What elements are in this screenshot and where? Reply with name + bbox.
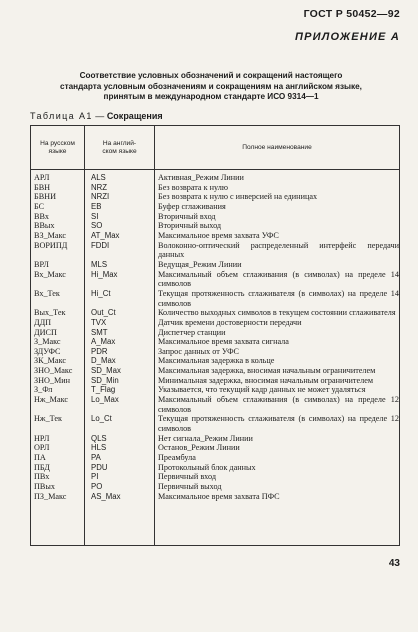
abbr-english: AS_Max xyxy=(91,491,121,501)
header-full-name: Полное наименование xyxy=(242,143,312,151)
table-row xyxy=(31,260,399,270)
abbr-english: QLS xyxy=(91,433,107,443)
table-row xyxy=(31,443,399,453)
full-name: Вторичный вход xyxy=(158,211,216,221)
abbr-english: MLS xyxy=(91,259,108,269)
abbr-russian: З_Фл xyxy=(34,385,53,395)
table-row xyxy=(31,183,399,193)
table-row xyxy=(31,356,399,366)
table-row xyxy=(31,221,399,231)
abbr-english: PO xyxy=(91,482,103,491)
table-row xyxy=(31,308,399,318)
abbr-english: T_Flag xyxy=(91,385,116,395)
abbr-english: Lo_Ct xyxy=(91,414,112,424)
heading-line-1: Соответствие условных обозначений и сокращений настоящего xyxy=(79,71,343,80)
abbr-russian: ПВх xyxy=(34,472,50,482)
table-row xyxy=(31,366,399,376)
abbr-russian: БВНИ xyxy=(34,192,56,202)
full-name: Максимальный объем сглаживания (в символах) на пределе 12 символов xyxy=(158,395,399,414)
abbr-english: ALS xyxy=(91,173,106,182)
full-name: Ведущая_Режим Линии xyxy=(158,259,242,269)
abbr-russian: ПВых xyxy=(34,482,55,491)
full-name: Минимальная задержка, вносимая начальным ограничителем xyxy=(158,375,374,385)
full-name: Максимальный объем сглаживания (в символах) на пределе 14 символов xyxy=(158,269,399,289)
table-row xyxy=(31,482,399,492)
table-row xyxy=(31,173,399,183)
abbr-english: SMT xyxy=(91,327,108,337)
table-header xyxy=(31,126,399,170)
full-name: Волоконно-оптический распределенный интерфейс передачи данных xyxy=(158,240,399,260)
full-name: Преамбула xyxy=(158,453,196,463)
abbr-english: Out_Ct xyxy=(91,308,116,318)
header-english: На англий- ском языке xyxy=(102,139,137,155)
full-name: Текущая протяженность сглаживателя (в символах) на пределе 14 символов xyxy=(158,288,399,308)
table-row xyxy=(31,414,399,433)
table-row xyxy=(31,202,399,212)
table-body xyxy=(31,173,399,501)
table-row xyxy=(31,192,399,202)
full-name: Активная_Режим Линии xyxy=(158,173,244,182)
abbr-russian: Вх_Тек xyxy=(34,288,60,298)
abbr-english: Hi_Max xyxy=(91,269,118,279)
abbr-english: NRZ xyxy=(91,182,108,192)
heading-line-3: принятым в международном стандарте ИСО 9314—1 xyxy=(103,92,319,102)
abbr-russian: ОРЛ xyxy=(34,443,50,453)
abbr-english: A_Max xyxy=(91,337,116,347)
full-name: Максимальное время захвата УФС xyxy=(158,230,279,240)
table-row xyxy=(31,453,399,463)
abbr-russian: ПБД xyxy=(34,462,50,472)
full-name: Указывается, что текущий кадр данных не может удаляться xyxy=(158,385,366,395)
header-russian: На русском языке xyxy=(40,139,75,155)
table-row xyxy=(31,347,399,357)
table-row xyxy=(31,241,399,260)
abbr-russian: БВН xyxy=(34,182,51,192)
full-name: Датчик времени достоверности передачи xyxy=(158,317,302,327)
abbr-russian: НРЛ xyxy=(34,433,50,443)
abbr-russian: ПА xyxy=(34,453,46,463)
abbr-english: SO xyxy=(91,221,103,231)
abbr-russian: Нж_Макс xyxy=(34,395,68,405)
abbr-english: FDDI xyxy=(91,240,110,250)
full-name: Без возврата к нулю с инверсией на единицах xyxy=(158,192,318,202)
abbr-russian: АРЛ xyxy=(34,173,50,182)
abbr-russian: Вых_Тек xyxy=(34,308,66,318)
full-name: Протокольный блок данных xyxy=(158,462,256,472)
abbreviations-table xyxy=(30,125,400,546)
abbr-english: NRZI xyxy=(91,192,110,202)
heading-line-2: стандарта условным обозначениям и сокращениям на английском языке, xyxy=(60,81,362,91)
table-caption xyxy=(30,111,163,121)
abbr-russian: ВЗ_Макс xyxy=(34,230,66,240)
full-name: Первичный вход xyxy=(158,472,216,482)
abbr-english: PA xyxy=(91,453,101,463)
full-name: Максимальное время захвата сигнала xyxy=(158,337,289,347)
table-row xyxy=(31,434,399,444)
abbr-english: D_Max xyxy=(91,356,116,366)
full-name: Без возврата к нулю xyxy=(158,182,228,192)
abbr-english: HLS xyxy=(91,443,107,453)
abbr-english: SI xyxy=(91,211,99,221)
standard-number: ГОСТ Р 50452—92 xyxy=(303,8,400,20)
abbr-russian: БС xyxy=(34,201,45,211)
table-row xyxy=(31,318,399,328)
table-row xyxy=(31,231,399,241)
abbr-english: Hi_Ct xyxy=(91,288,111,298)
full-name: Максимальное время захвата ПФС xyxy=(158,491,280,501)
abbr-english: Lo_Max xyxy=(91,395,119,405)
full-name: Вторичный выход xyxy=(158,221,222,231)
full-name: Количество выходных символов в текущем состоянии сглаживателя xyxy=(158,308,396,318)
full-name: Текущая протяженность сглаживателя (в символах) на пределе 12 символов xyxy=(158,414,399,434)
table-row xyxy=(31,328,399,338)
abbr-russian: З_Макс xyxy=(34,337,61,347)
appendix-label: ПРИЛОЖЕНИЕ А xyxy=(295,31,400,43)
table-caption-label: Таблица А1 xyxy=(30,111,93,121)
full-name: Диспетчер станции xyxy=(158,327,226,337)
abbr-russian: Вх_Макс xyxy=(34,269,66,279)
abbr-russian: ДДП xyxy=(34,317,52,327)
abbr-russian: ЗК_Макс xyxy=(34,356,66,366)
abbr-english: SD_Max xyxy=(91,366,121,376)
abbr-russian: ПЗ_Макс xyxy=(34,491,67,501)
table-row xyxy=(31,385,399,395)
table-row xyxy=(31,395,399,414)
abbr-russian: Нж_Тек xyxy=(34,414,62,424)
table-row xyxy=(31,337,399,347)
full-name: Максимальная задержка, вносимая начальным ограничителем xyxy=(158,366,376,376)
full-name: Нет сигнала_Режим Линии xyxy=(158,433,253,443)
abbr-english: EB xyxy=(91,201,102,211)
full-name: Запрос данных от УФС xyxy=(158,346,240,356)
full-name: Останов_Режим Линии xyxy=(158,443,240,453)
abbr-russian: ВРЛ xyxy=(34,259,49,269)
abbr-english: PI xyxy=(91,472,99,482)
table-row xyxy=(31,376,399,386)
abbr-russian: ДИСП xyxy=(34,327,57,337)
table-row xyxy=(31,289,399,308)
table-row xyxy=(31,212,399,222)
abbr-russian: ВВх xyxy=(34,211,49,221)
table-row xyxy=(31,270,399,289)
table-caption-dash: — xyxy=(92,111,107,121)
document-heading xyxy=(30,71,392,103)
table-row xyxy=(31,463,399,473)
abbr-russian: ВВых xyxy=(34,221,55,231)
table-row xyxy=(31,472,399,482)
page-number: 43 xyxy=(388,558,400,569)
full-name: Буфер сглаживания xyxy=(158,201,226,211)
abbr-russian: ВОРИПД xyxy=(34,240,68,250)
abbr-english: TVX xyxy=(91,317,107,327)
abbr-russian: ЗНО_Макс xyxy=(34,366,73,376)
abbr-english: PDR xyxy=(91,346,108,356)
abbr-russian: ЗДУФС xyxy=(34,346,61,356)
abbr-russian: ЗНО_Мин xyxy=(34,375,71,385)
full-name: Первичный выход xyxy=(158,482,222,491)
full-name: Максимальная задержка в кольце xyxy=(158,356,275,366)
abbr-english: SD_Min xyxy=(91,375,119,385)
table-row xyxy=(31,492,399,502)
table-caption-name: Сокращения xyxy=(106,111,163,121)
abbr-english: AT_Max xyxy=(91,230,120,240)
abbr-english: PDU xyxy=(91,462,108,472)
